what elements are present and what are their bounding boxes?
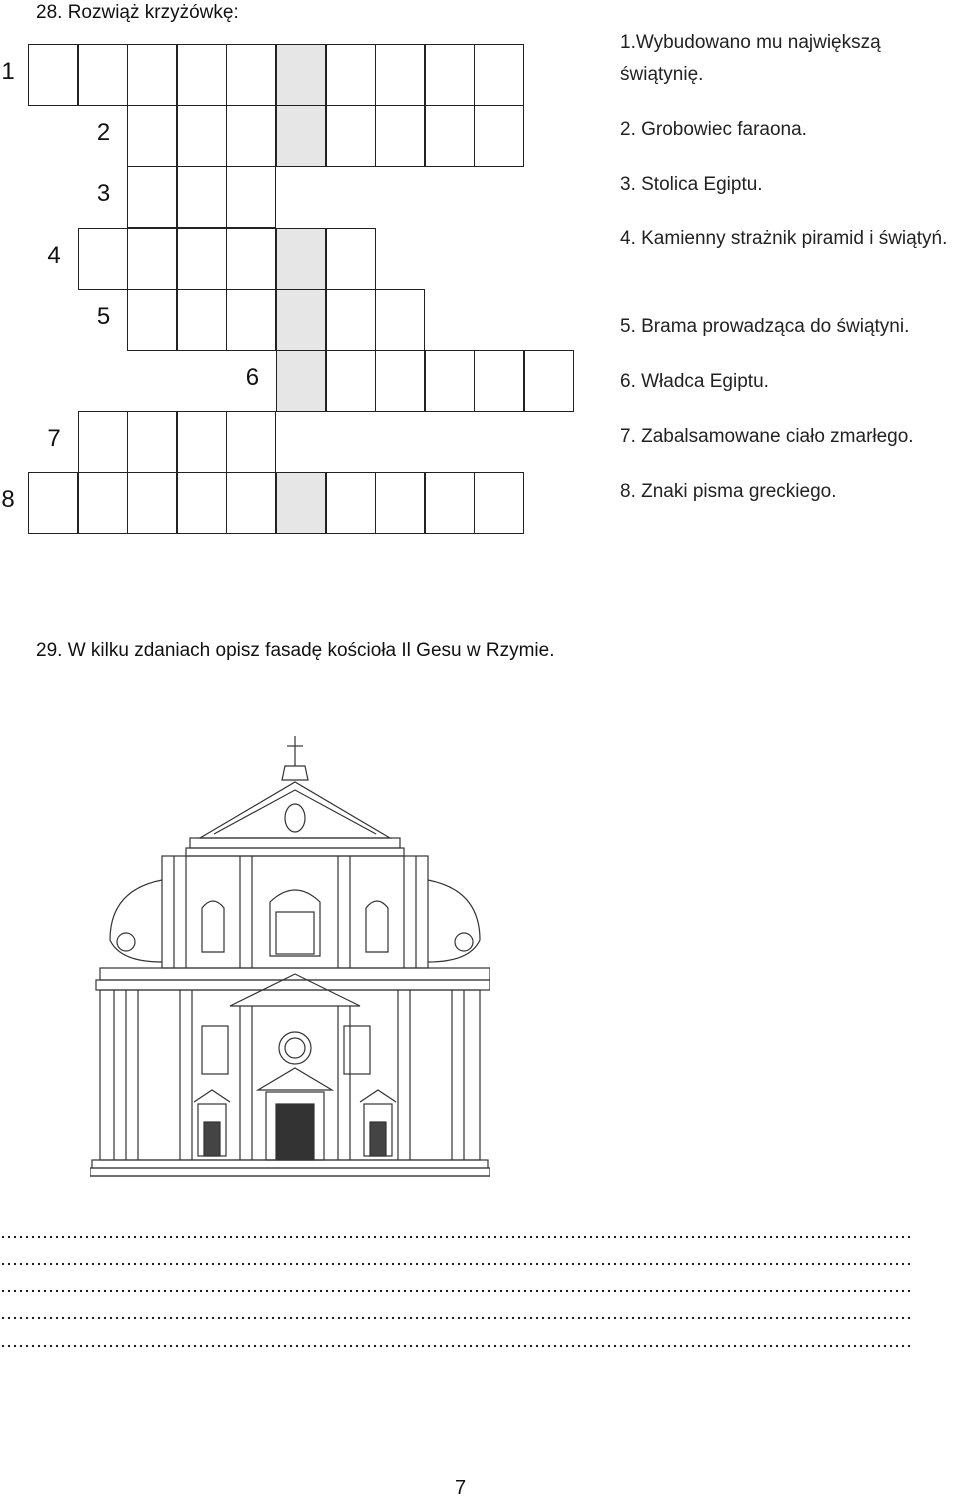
crossword-cell[interactable]	[78, 228, 128, 290]
crossword-cell[interactable]	[326, 472, 376, 534]
crossword-row-number: 6	[245, 364, 260, 391]
answer-line[interactable]	[0, 1344, 912, 1348]
page-number: 7	[455, 1477, 467, 1499]
crossword-cell[interactable]	[127, 289, 177, 351]
crossword-cell[interactable]	[127, 166, 177, 228]
answer-line[interactable]	[0, 1316, 912, 1320]
crossword-cell[interactable]	[326, 350, 376, 412]
crossword-cell[interactable]	[177, 472, 227, 534]
crossword-cell[interactable]	[78, 411, 128, 473]
crossword-row-number: 4	[47, 241, 61, 269]
crossword-cell[interactable]	[474, 105, 524, 167]
answer-line[interactable]	[0, 1289, 912, 1293]
crossword-cell[interactable]	[326, 44, 376, 106]
crossword-cell[interactable]	[177, 228, 227, 290]
task-29-title: 29. W kilku zdaniach opisz fasadę kościoła Il Gesu w Rzymie.	[36, 640, 555, 661]
crossword-cell[interactable]	[177, 289, 227, 351]
clue-7: 7. Zabalsamowane ciało zmarłego.	[620, 426, 914, 447]
crossword-cell[interactable]	[326, 105, 376, 167]
clue-4: 4. Kamienny strażnik piramid i świątyń.	[620, 228, 948, 249]
clue-2: 2. Grobowiec faraona.	[620, 119, 807, 140]
task-28-title: 28. Rozwiąż krzyżówkę:	[36, 2, 239, 23]
crossword-cell[interactable]	[524, 350, 574, 412]
answer-line[interactable]	[0, 1235, 912, 1239]
crossword-cell[interactable]	[177, 105, 227, 167]
crossword-cell[interactable]	[28, 44, 78, 106]
crossword-key-cell[interactable]	[276, 289, 326, 351]
church-facade-illustration	[90, 730, 490, 1200]
crossword-cell[interactable]	[326, 289, 376, 351]
crossword-row-number: 7	[47, 425, 61, 453]
crossword-cell[interactable]	[127, 472, 177, 534]
crossword-key-cell[interactable]	[276, 105, 326, 167]
crossword-cell[interactable]	[177, 411, 227, 473]
clue-1: 1.Wybudowano mu największą świątynię.	[620, 32, 881, 85]
crossword-cell[interactable]	[425, 105, 475, 167]
crossword-cell[interactable]	[127, 411, 177, 473]
crossword-cell[interactable]	[375, 105, 425, 167]
clue-3: 3. Stolica Egiptu.	[620, 174, 763, 195]
crossword-cell[interactable]	[28, 472, 78, 534]
answer-line[interactable]	[0, 1262, 912, 1266]
crossword-cell[interactable]	[375, 289, 425, 351]
crossword-row-number: 5	[96, 302, 111, 330]
clue-6: 6. Władca Egiptu.	[620, 371, 769, 392]
crossword-cell[interactable]	[127, 105, 177, 167]
crossword-cell[interactable]	[375, 350, 425, 412]
crossword-key-cell[interactable]	[276, 44, 326, 106]
crossword-key-cell[interactable]	[276, 472, 326, 534]
crossword-row-number: 3	[96, 180, 111, 208]
crossword-row-number: 1	[1, 58, 15, 85]
crossword-key-cell[interactable]	[276, 350, 326, 412]
crossword-cell[interactable]	[226, 472, 276, 534]
crossword-cell[interactable]	[425, 350, 475, 412]
crossword-cell[interactable]	[425, 44, 475, 106]
crossword-cell[interactable]	[425, 472, 475, 534]
crossword-cell[interactable]	[226, 105, 276, 167]
crossword-cell[interactable]	[226, 44, 276, 106]
crossword-cell[interactable]	[177, 166, 227, 228]
crossword-cell[interactable]	[226, 411, 276, 473]
crossword-cell[interactable]	[375, 472, 425, 534]
crossword-key-cell[interactable]	[276, 228, 326, 290]
crossword-cell[interactable]	[474, 350, 524, 412]
crossword-cell[interactable]	[375, 44, 425, 106]
crossword-cell[interactable]	[177, 44, 227, 106]
crossword-cell[interactable]	[78, 44, 128, 106]
crossword-cell[interactable]	[326, 228, 376, 290]
crossword-cell[interactable]	[474, 472, 524, 534]
crossword-cell[interactable]	[226, 228, 276, 290]
crossword-cell[interactable]	[78, 472, 128, 534]
crossword-cell[interactable]	[127, 228, 177, 290]
crossword-cell[interactable]	[474, 44, 524, 106]
clue-5: 5. Brama prowadząca do świątyni.	[620, 316, 910, 337]
crossword-cell[interactable]	[226, 289, 276, 351]
crossword-cell[interactable]	[226, 166, 276, 228]
crossword-cell[interactable]	[127, 44, 177, 106]
crossword-row-number: 2	[96, 119, 111, 147]
clue-8: 8. Znaki pisma greckiego.	[620, 481, 837, 502]
crossword-row-number: 8	[1, 486, 15, 514]
